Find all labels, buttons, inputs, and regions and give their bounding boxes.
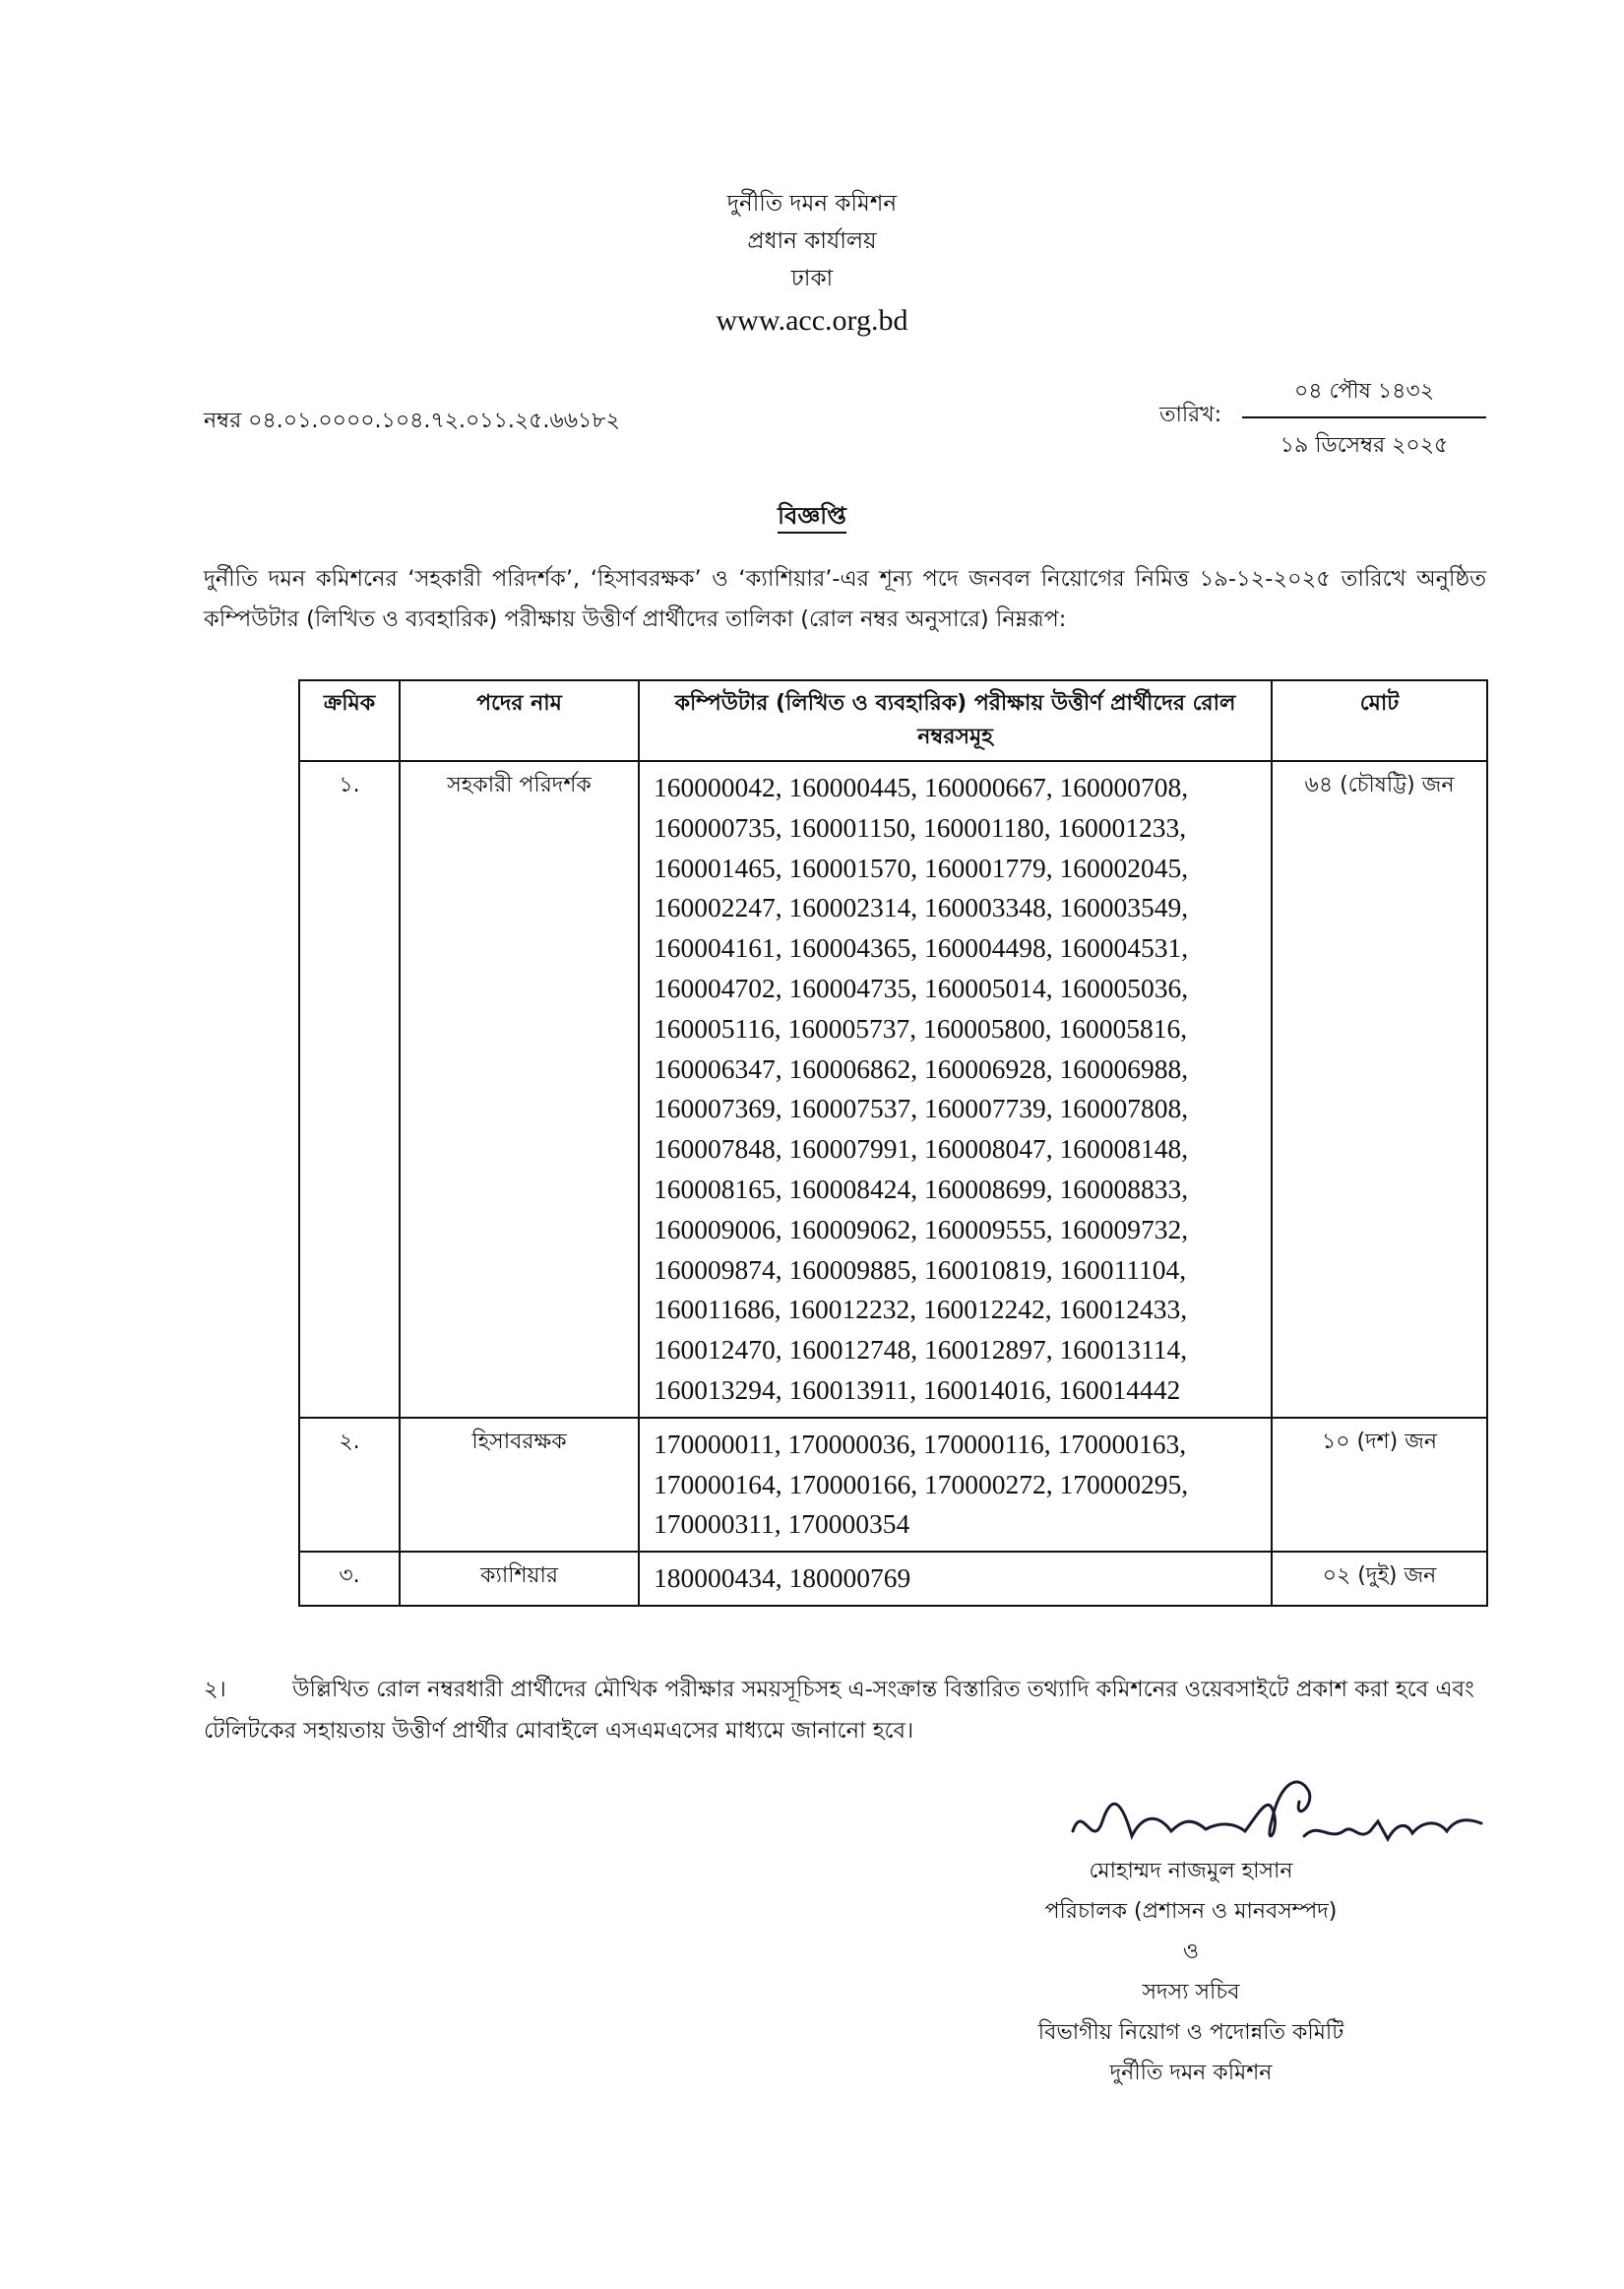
row-rolls: 160000042, 160000445, 160000667, 160000708, 160000735, 160001150, 160001180, 160001233, 160001465, 160001570, 160001779, 160002045, 160002247, 160002314, 160003348, 160003549, 160004161, 160004365, 160004498, 160004531, 160004702, 160004735, 160005014, 160005036, 160005116, 160005737, 160005800, 160005816, 160006347, 160006862, 160006928, 160006988, 160007369, 160007537, 160007739, 160007808, 160007848, 160007991, 160008047, 160008148, 160008165, 160008424, 160008699, 160008833, 160009006, 160009062, 160009555, 160009732, 160009874, 160009885, 160010819, 160011104, 160011686, 160012232, 160012242, 160012433, 160012470, 160012748, 160012897, 160013114, 160013294, 160013911, 160014016, 160014442 — [639, 761, 1272, 1418]
notice-title — [0, 498, 1624, 538]
results-table — [298, 679, 1488, 1607]
table-row — [299, 1552, 1487, 1606]
table-row — [299, 1418, 1487, 1552]
signatory-conjunction: ও — [1182, 1939, 1200, 1964]
row-serial: ৩. — [299, 1552, 400, 1606]
date-english: ১৯ ডিসেম্বর ২০২৫ — [1280, 433, 1449, 458]
para2-text: উল্লিখিত রোল নম্বরধারী প্রার্থীদের মৌখিক পরীক্ষার সময়সূচিসহ এ-সংক্রান্ত বিস্তারিত তথ্যাদি কমিশনের ওয়েবসাইটে প্রকাশ করা হবে এবং টেলিটকের সহায়তায় উত্তীর্ণ প্রার্থীর মোবাইলে এসএমএসের মাধ্যমে জানানো হবে। — [204, 1677, 1474, 1744]
signatory-designation: পরিচালক (প্রশাসন ও মানবসম্পদ) — [1044, 1899, 1338, 1924]
row-total: ০২ (দুই) জন — [1272, 1552, 1487, 1606]
date-bangla: ০৪ পৌষ ১৪৩২ — [1242, 374, 1486, 418]
row-serial: ২. — [299, 1418, 400, 1552]
row-total: ৬৪ (চৌষট্টি) জন — [1272, 761, 1487, 1418]
header-rolls: কম্পিউটার (লিখিত ও ব্যবহারিক) পরীক্ষায় উত্তীর্ণ প্রার্থীদের রোল নম্বরসমূহ — [639, 680, 1272, 761]
signatory-role: সদস্য সচিব — [1142, 1980, 1240, 2004]
signatory-committee: বিভাগীয় নিয়োগ ও পদোন্নতি কমিটি — [1037, 2020, 1344, 2045]
row-serial: ১. — [299, 761, 400, 1418]
org-name: দুর্নীতি দমন কমিশন — [726, 191, 898, 217]
row-post: হিসাবরক্ষক — [400, 1418, 639, 1552]
signatory-name: মোহাম্মদ নাজমুল হাসান — [1089, 1859, 1293, 1883]
office-name: প্রধান কার্যালয় — [747, 228, 877, 254]
letterhead — [0, 185, 1624, 345]
intro-paragraph: দুর্নীতি দমন কমিশনের ‘সহকারী পরিদর্শক’, ‘হিসাবরক্ষক’ ও ‘ক্যাশিয়ার’-এর শূন্য পদে জনবল নিয়োগের নিমিত্ত ১৯-১২-২০২৫ তারিখে অনুষ্ঠিত কম্পিউটার (লিখিত ও ব্যবহারিক) পরীক্ষায় উত্তীর্ণ প্রার্থীদের তালিকা (রোল নম্বর অনুসারে) নিম্নরূপ: — [204, 566, 1486, 632]
city-name: ঢাকা — [790, 266, 834, 291]
signatory-org: দুর্নীতি দমন কমিশন — [1109, 2061, 1273, 2085]
notice-title-text: বিজ্ঞপ্তি — [778, 502, 846, 534]
row-total: ১০ (দশ) জন — [1272, 1418, 1487, 1552]
date-block — [1242, 374, 1486, 465]
header-serial: ক্রমিক — [299, 680, 400, 761]
row-rolls: 180000434, 180000769 — [639, 1552, 1272, 1606]
para2-number: ২। — [204, 1677, 226, 1702]
website-link[interactable]: www.acc.org.bd — [716, 304, 908, 337]
second-paragraph — [204, 1669, 1486, 1751]
header-total: মোট — [1272, 680, 1487, 761]
table-header-row — [299, 680, 1487, 761]
header-post: পদের নাম — [400, 680, 639, 761]
table-row — [299, 761, 1487, 1418]
date-label: তারিখ: — [1159, 403, 1222, 427]
row-post: ক্যাশিয়ার — [400, 1552, 639, 1606]
row-post: সহকারী পরিদর্শক — [400, 761, 639, 1418]
memo-number: নম্বর ০৪.০১.০০০০.১০৪.৭২.০১১.২৫.৬৬১৮২ — [204, 409, 620, 433]
signature-block — [984, 1851, 1398, 2093]
row-rolls: 170000011, 170000036, 170000116, 170000163, 170000164, 170000166, 170000272, 170000295, 170000311, 170000354 — [639, 1418, 1272, 1552]
